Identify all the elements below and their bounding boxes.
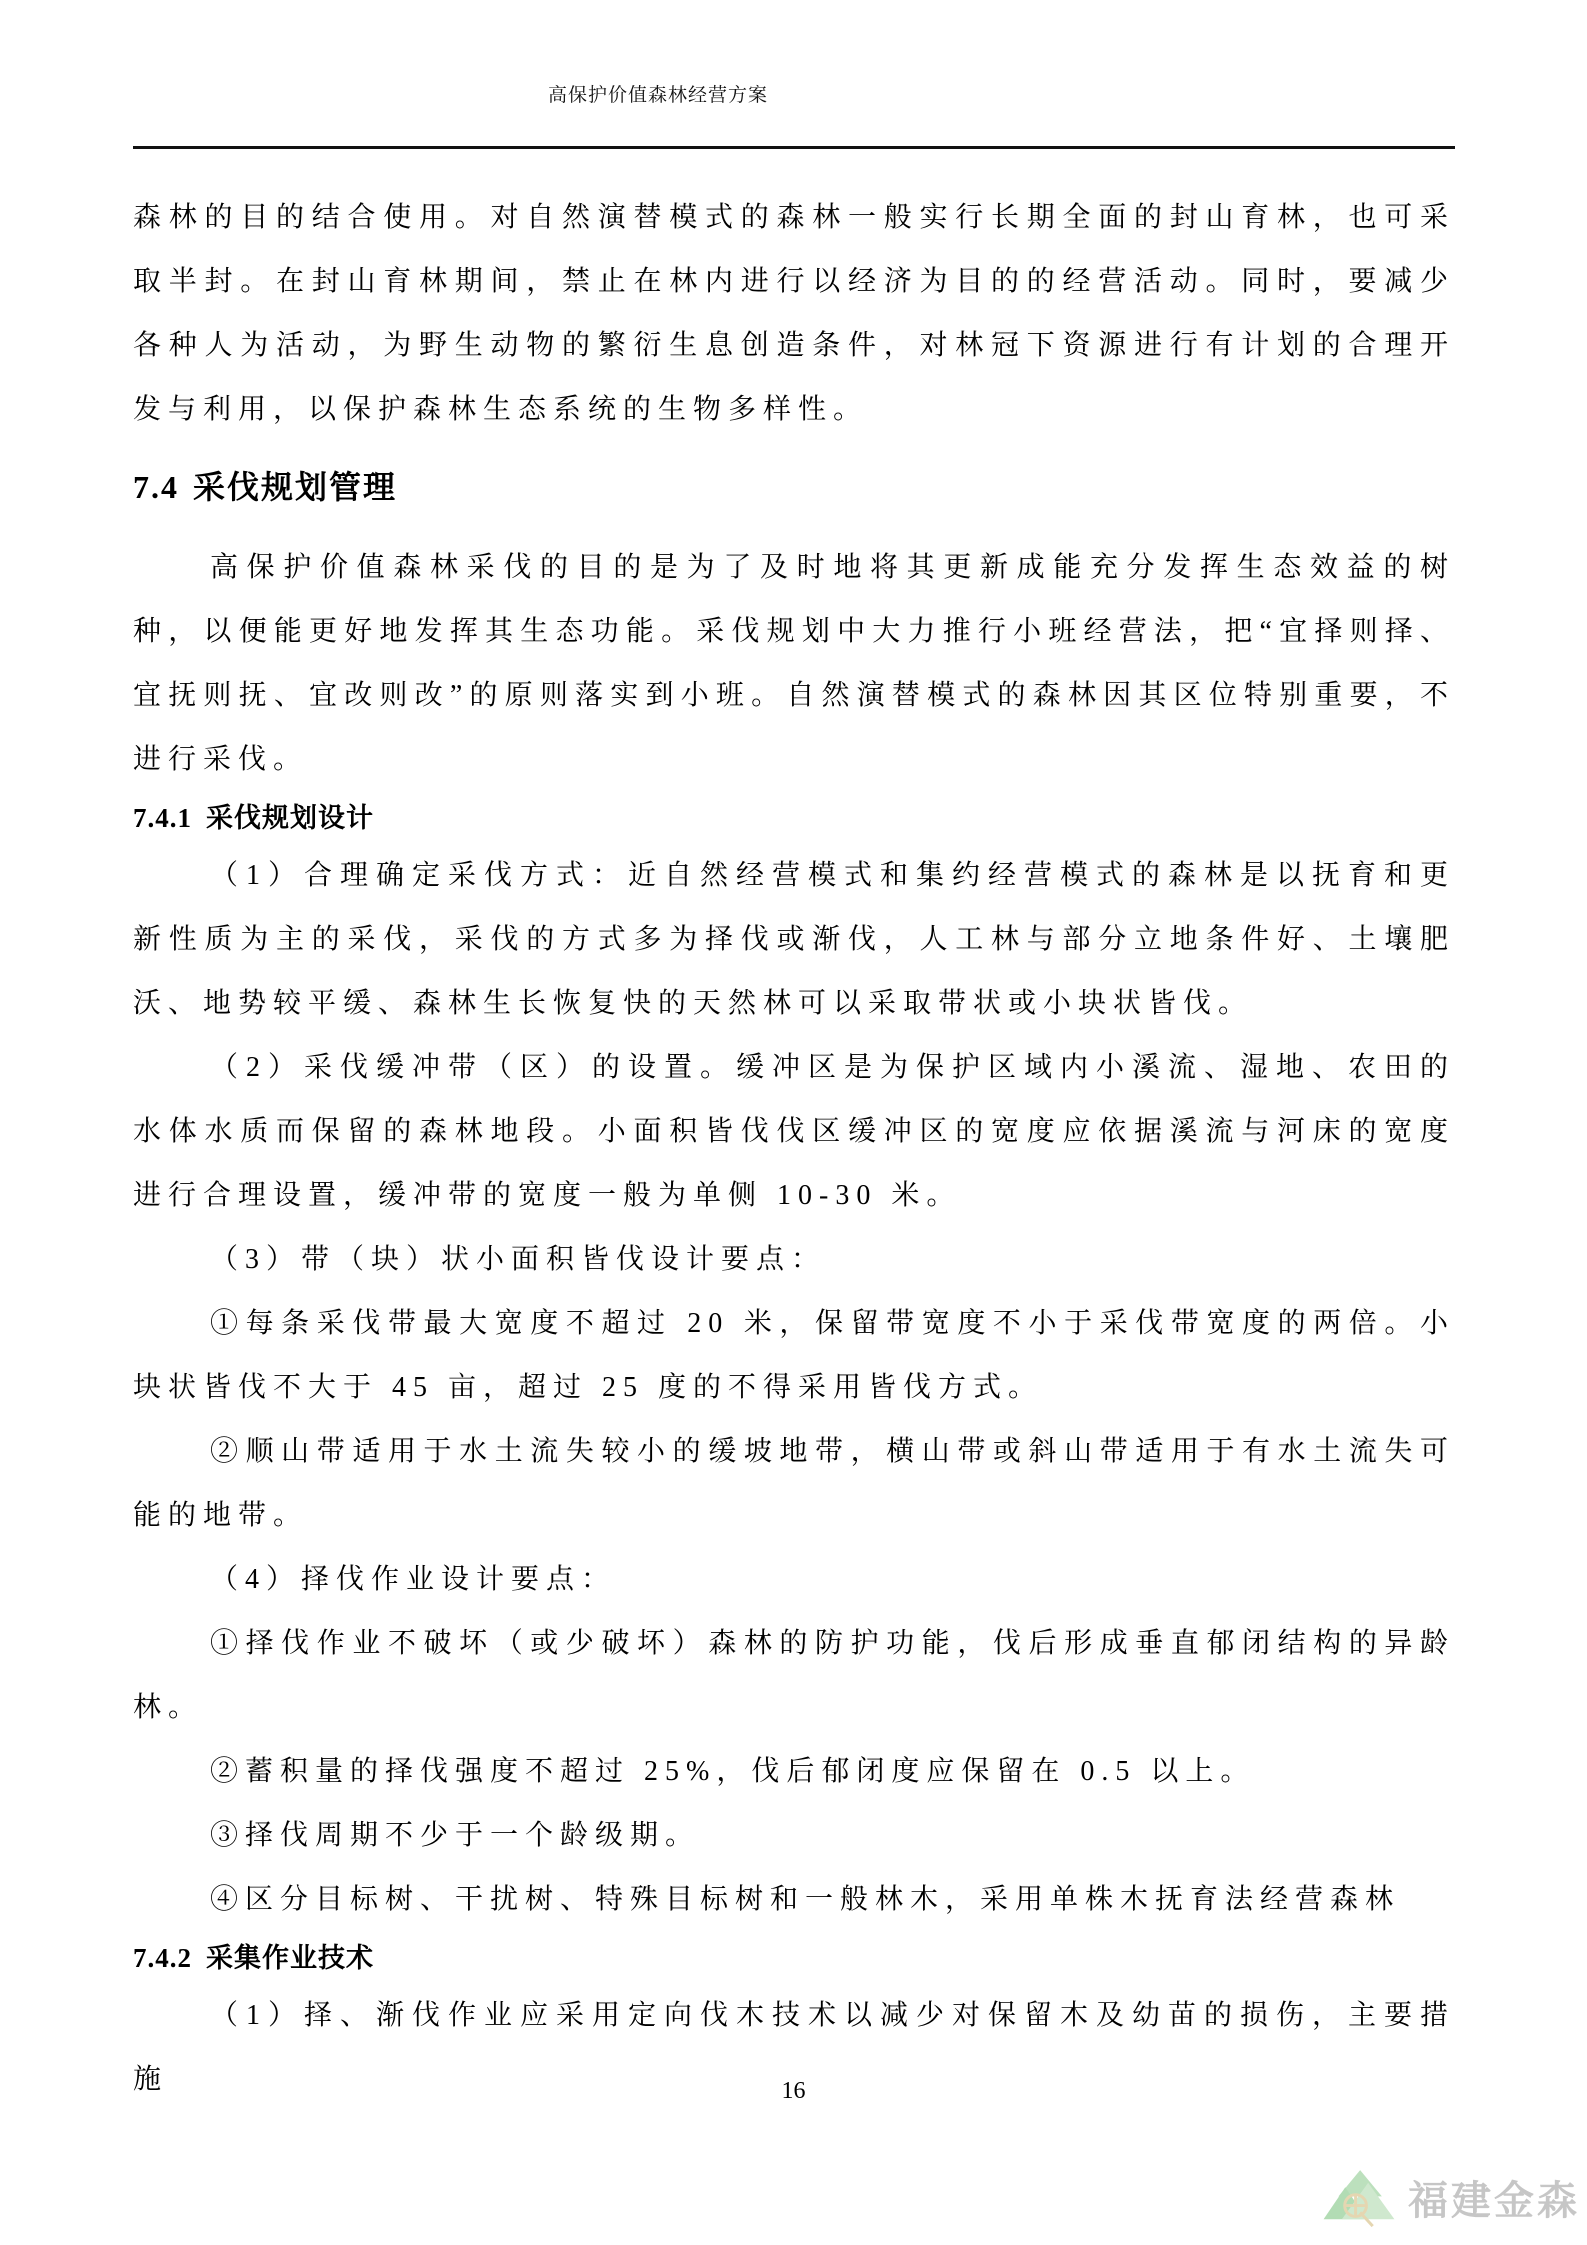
paragraph-intro-continuation: 森林的目的结合使用。对自然演替模式的森林一般实行长期全面的封山育林，也可采取半封。在封山育林期间，禁止在林内进行以经济为目的的经营活动。同时，要减少各种人为活动，为野生动物的繁衍生息创造条件，对林冠下资源进行有计划的合理开发与利用，以保护森林生态系统的生物多样性。 <box>133 202 1455 425</box>
paragraph-7-4-1-item-3-sub-2: ②顺山带适用于水土流失较小的缓坡地带，横山带或斜山带适用于有水土流失可能的地带。 <box>133 1436 1455 1531</box>
section-title: 采伐规划设计 <box>206 803 374 833</box>
company-name: 福建金森 <box>1408 2179 1580 2223</box>
header-divider-line <box>133 146 1455 149</box>
page-number: 16 <box>781 2078 806 2104</box>
paragraph-7-4-1-item-4-sub-4: ④区分目标树、干扰树、特殊目标树和一般林木，采用单株木抚育法经营森林 <box>210 1884 1401 1915</box>
section-heading-7-4-2 <box>133 1932 1455 1984</box>
paragraph-7-4-1-item-4: （4）择伐作业设计要点： <box>210 1564 617 1595</box>
paragraph-7-4-1-item-4-sub-2: ②蓄积量的择伐强度不超过 25%，伐后郁闭度应保留在 0.5 以上。 <box>210 1756 1256 1787</box>
section-number: 7.4 <box>133 469 179 505</box>
paragraph-7-4-1-item-3-sub-1: ①每条采伐带最大宽度不超过 20 米，保留带宽度不小于采伐带宽度的两倍。小块状皆伐不大于 45 亩，超过 25 度的不得采用皆伐方式。 <box>133 1308 1455 1403</box>
jinsen-tree-icon <box>1322 2169 1396 2233</box>
section-title: 采集作业技术 <box>206 1943 374 1973</box>
section-heading-7-4 <box>133 452 1455 522</box>
paragraph-7-4-2-item-1: （1）择、渐伐作业应采用定向伐木技术以减少对保留木及幼苗的损伤，主要措施 <box>133 2000 1455 2095</box>
paragraph-7-4-1-item-4-sub-1: ①择伐作业不破坏（或少破坏）森林的防护功能，伐后形成垂直郁闭结构的异龄林。 <box>133 1628 1455 1723</box>
paragraph-7-4-intro: 高保护价值森林采伐的目的是为了及时地将其更新成能充分发挥生态效益的树种，以便能更好地发挥其生态功能。采伐规划中大力推行小班经营法，把“宜择则择、宜抚则抚、宜改则改”的原则落实到小班。自然演替模式的森林因其区位特别重要，不进行采伐。 <box>133 552 1455 775</box>
document-content <box>133 186 1455 2112</box>
section-title: 采伐规划管理 <box>193 469 398 505</box>
section-number: 7.4.2 <box>133 1943 192 1973</box>
section-number: 7.4.1 <box>133 803 192 833</box>
company-watermark <box>1322 2169 1580 2233</box>
paragraph-7-4-1-item-3: （3）带（块）状小面积皆伐设计要点： <box>210 1244 827 1275</box>
paragraph-7-4-1-item-4-sub-3: ③择伐周期不少于一个龄级期。 <box>210 1820 701 1851</box>
section-heading-7-4-1 <box>133 792 1455 844</box>
paragraph-7-4-1-item-1: （1）合理确定采伐方式：近自然经营模式和集约经营模式的森林是以抚育和更新性质为主的采伐，采伐的方式多为择伐或渐伐，人工林与部分立地条件好、土壤肥沃、地势较平缓、森林生长恢复快的天然林可以采取带状或小块状皆伐。 <box>133 860 1455 1019</box>
paragraph-7-4-1-item-2: （2）采伐缓冲带（区）的设置。缓冲区是为保护区域内小溪流、湿地、农田的水体水质而保留的森林地段。小面积皆伐伐区缓冲区的宽度应依据溪流与河床的宽度进行合理设置，缓冲带的宽度一般为单侧 10-30 米。 <box>133 1052 1455 1211</box>
page-header-title: 高保护价值森林经营方案 <box>547 85 768 106</box>
